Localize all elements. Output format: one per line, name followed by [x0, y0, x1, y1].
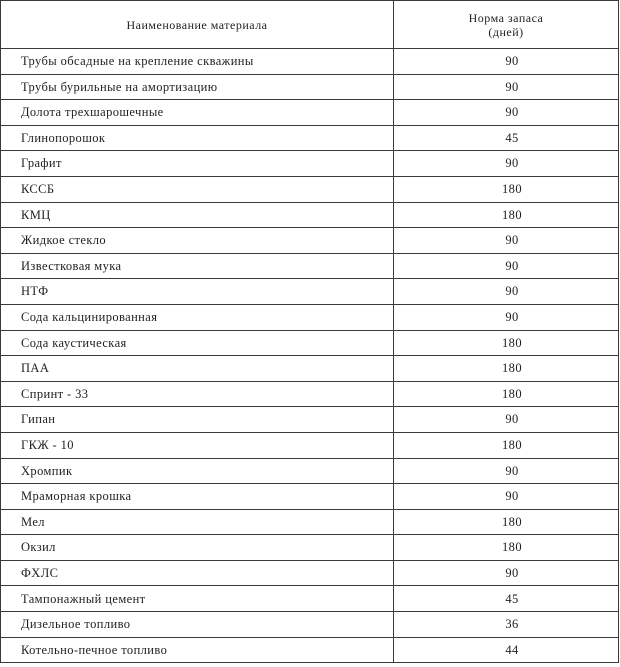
- stock-norm-days-cell: 180: [394, 432, 619, 458]
- material-name-cell: Известковая мука: [1, 253, 394, 279]
- table-row: [1, 100, 619, 126]
- table-row: [1, 432, 619, 458]
- column-header-stock-norm-line2: (дней): [488, 24, 524, 39]
- material-name-cell: КССБ: [1, 176, 394, 202]
- table-row: [1, 356, 619, 382]
- stock-norm-days-cell: 90: [394, 407, 619, 433]
- table-row: [1, 458, 619, 484]
- stock-norm-days-cell: 90: [394, 484, 619, 510]
- material-name-cell: Трубы обсадные на крепление скважины: [1, 49, 394, 75]
- table-row: [1, 202, 619, 228]
- material-name-cell: Хромпик: [1, 458, 394, 484]
- stock-norm-days-cell: 180: [394, 330, 619, 356]
- stock-norm-days-cell: 180: [394, 176, 619, 202]
- column-header-material-name: [1, 1, 394, 49]
- material-name-cell: ПАА: [1, 356, 394, 382]
- table-row: [1, 253, 619, 279]
- table-row: [1, 49, 619, 75]
- table-row: [1, 586, 619, 612]
- table-row: [1, 125, 619, 151]
- stock-norm-days-cell: 90: [394, 49, 619, 75]
- table-row: [1, 381, 619, 407]
- material-name-cell: НТФ: [1, 279, 394, 305]
- material-name-cell: Глинопорошок: [1, 125, 394, 151]
- material-name-cell: Графит: [1, 151, 394, 177]
- material-name-cell: ГКЖ - 10: [1, 432, 394, 458]
- table-body: [1, 49, 619, 663]
- stock-norm-days-cell: 90: [394, 458, 619, 484]
- table-row: [1, 535, 619, 561]
- table-row: [1, 304, 619, 330]
- stock-norm-days-cell: 45: [394, 125, 619, 151]
- table-row: [1, 407, 619, 433]
- table-row: [1, 228, 619, 254]
- material-name-cell: Спринт - 33: [1, 381, 394, 407]
- stock-norm-days-cell: 180: [394, 356, 619, 382]
- table-row: [1, 74, 619, 100]
- stock-norm-days-cell: 90: [394, 151, 619, 177]
- header-row: [1, 1, 619, 49]
- stock-norm-days-cell: 90: [394, 100, 619, 126]
- table-row: [1, 279, 619, 305]
- table-row: [1, 560, 619, 586]
- stock-norm-days-cell: 90: [394, 279, 619, 305]
- stock-norm-days-cell: 36: [394, 612, 619, 638]
- column-header-material-name-text: Наименование материала: [126, 17, 268, 32]
- stock-norm-days-cell: 90: [394, 253, 619, 279]
- material-name-cell: Трубы бурильные на амортизацию: [1, 74, 394, 100]
- stock-norm-days-cell: 180: [394, 509, 619, 535]
- material-name-cell: Окзил: [1, 535, 394, 561]
- stock-norm-days-cell: 180: [394, 202, 619, 228]
- material-name-cell: Тампонажный цемент: [1, 586, 394, 612]
- material-name-cell: Гипан: [1, 407, 394, 433]
- stock-norm-days-cell: 180: [394, 381, 619, 407]
- table-row: [1, 176, 619, 202]
- stock-norm-days-cell: 180: [394, 535, 619, 561]
- material-name-cell: Долота трехшарошечные: [1, 100, 394, 126]
- table-header: [1, 1, 619, 49]
- material-name-cell: ФХЛС: [1, 560, 394, 586]
- material-name-cell: КМЦ: [1, 202, 394, 228]
- material-name-cell: Мраморная крошка: [1, 484, 394, 510]
- table-row: [1, 612, 619, 638]
- table-row: [1, 637, 619, 663]
- material-name-cell: Котельно-печное топливо: [1, 637, 394, 663]
- column-header-stock-norm-line1: Норма запаса: [468, 10, 544, 25]
- stock-norm-days-cell: 45: [394, 586, 619, 612]
- table-row: [1, 330, 619, 356]
- material-name-cell: Сода кальцинированная: [1, 304, 394, 330]
- material-name-cell: Дизельное топливо: [1, 612, 394, 638]
- material-name-cell: Мел: [1, 509, 394, 535]
- table-row: [1, 151, 619, 177]
- table-row: [1, 484, 619, 510]
- material-name-cell: Сода каустическая: [1, 330, 394, 356]
- table-row: [1, 509, 619, 535]
- stock-norm-days-cell: 90: [394, 304, 619, 330]
- material-name-cell: Жидкое стекло: [1, 228, 394, 254]
- column-header-stock-norm: [394, 1, 619, 49]
- stock-norm-days-cell: 90: [394, 228, 619, 254]
- stock-norm-days-cell: 90: [394, 74, 619, 100]
- stock-norm-days-cell: 44: [394, 637, 619, 663]
- stock-norm-days-cell: 90: [394, 560, 619, 586]
